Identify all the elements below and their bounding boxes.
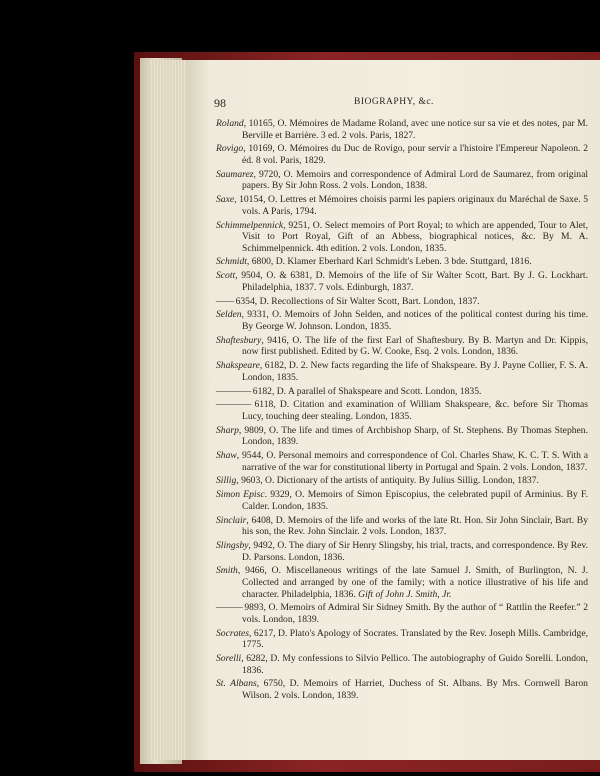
entry-subject: Schimmelpennick bbox=[216, 219, 284, 231]
entry-subject: Schmidt bbox=[216, 256, 247, 268]
bibliography-entry bbox=[216, 653, 588, 676]
entry-subject: Sorelli bbox=[216, 653, 242, 665]
entry-text: , 9603, O. Dictionary of the artists of antiquity. By Julius Sillig. London, 1837. bbox=[236, 475, 539, 487]
entry-subject: Scott bbox=[216, 270, 236, 282]
entry-subject: Sinclair bbox=[216, 514, 247, 526]
bibliography-entry bbox=[216, 270, 588, 293]
bibliography-entry bbox=[216, 360, 588, 383]
entry-subject: —— bbox=[216, 295, 234, 307]
entry-text: 6354, D. Recollections of Sir Walter Scott, Bart. London, 1837. bbox=[233, 295, 480, 307]
entry-text: . 9329, O. Memoirs of Simon Episcopius, the celebrated pupil of Arminius. By F. Calder. London, 1835. bbox=[242, 489, 588, 512]
entry-subject: Shaftesbury bbox=[216, 334, 262, 346]
entry-subject: ——— bbox=[216, 602, 242, 614]
bibliography-entry bbox=[216, 565, 588, 600]
entry-text: , 10165, O. Mémoires de Madame Roland, avec une notice sur sa vie et des notes, par M. Berville et Barrière. 3 ed. 2 vols. Paris, 1827. bbox=[242, 118, 588, 141]
bibliography-entry bbox=[216, 399, 588, 422]
entry-text: , 9544, O. Personal memoirs and correspondence of Col. Charles Shaw, K. C. T. S. With a narrative of the war for constitutional liberty in Portugal and Spain. 2 vols. London, 1837. bbox=[236, 450, 588, 473]
entry-text: , 6282, D. My confessions to Silvio Pellico. The autobiography of Guido Sorelli. London, 1836. bbox=[241, 653, 588, 676]
entry-text: , 9331, O. Memoirs of John Selden, and notices of the political contest during his time. By George W. Johnson. London, 1835. bbox=[241, 309, 588, 332]
entry-text: , 6182, D. 2. New facts regarding the life of Shakspeare. By J. Payne Collier, F. S. A. London, 1835. bbox=[242, 360, 588, 383]
entry-text: , 9492, O. The diary of Sir Henry Slingsby, his trial, tracts, and correspondence. By Rev. D. Parsons. London, 1836. bbox=[242, 539, 588, 563]
bibliography-entry bbox=[216, 143, 588, 166]
entry-text: , 9466, O. Miscellaneous writings of the late Samuel J. Smith, of Burlington, N. J. Collected and arranged by one of the family; with a notice illustrative of his life and character. Philadelphia, 1836. bbox=[237, 565, 588, 600]
bibliography-entry bbox=[216, 425, 588, 448]
running-head: BIOGRAPHY, &c. bbox=[354, 97, 434, 107]
bibliography-entry bbox=[216, 515, 588, 538]
entry-text: , 9720, O. Memoirs and correspondence of Admiral Lord de Saumarez, from original papers. By Sir John Ross. 2 vols. London, 1838. bbox=[242, 168, 588, 192]
bibliography-entry bbox=[216, 450, 588, 473]
entry-subject: Rovigo bbox=[216, 143, 244, 155]
entry-subject: Smith bbox=[216, 565, 238, 577]
entry-subject: Saxe bbox=[216, 194, 235, 206]
page-header bbox=[214, 96, 590, 110]
entry-subject: Shaw bbox=[216, 450, 237, 462]
entry-text: , 10154, O. Lettres et Mémoires choisis parmi les papiers originaux du Maréchal de Saxe. 5 vols. A Paris, 1794. bbox=[234, 194, 588, 217]
entry-list bbox=[216, 118, 588, 704]
entry-text: 6182, D. A parallel of Shakspeare and Scott. London, 1835. bbox=[250, 385, 482, 397]
bibliography-entry bbox=[216, 256, 588, 268]
entry-text: , 6750, D. Memoirs of Harriet, Duchess of St. Albans. By Mrs. Cornwell Baron Wilson. 2 vols. London, 1839. bbox=[242, 678, 588, 702]
bibliography-entry bbox=[216, 296, 588, 308]
bibliography-entry bbox=[216, 540, 588, 563]
entry-subject: Saumarez bbox=[216, 168, 254, 180]
book-page bbox=[186, 60, 600, 760]
bibliography-entry bbox=[216, 475, 588, 487]
entry-text: , 10169, O. Mémoires du Duc de Rovigo, pour servir a l'histoire l'Empereur Napoleon. 2 éd. 8 vol. Paris, 1829. bbox=[242, 143, 588, 166]
bibliography-entry bbox=[216, 220, 588, 255]
bibliography-entry bbox=[216, 194, 588, 217]
entry-subject: Simon Episc bbox=[216, 489, 265, 501]
bibliography-entry bbox=[216, 386, 588, 398]
entry-subject: Slingsby bbox=[216, 539, 249, 551]
entry-subject: Socrates bbox=[216, 627, 250, 639]
page-edges bbox=[150, 60, 190, 760]
entry-text: , 6408, D. Memoirs of the life and works of the late Rt. Hon. Sir John Sinclair, Bart. By his son, the Rev. John Sinclair. 2 vols. London, 1837. bbox=[242, 514, 588, 538]
entry-subject: Roland bbox=[216, 118, 244, 129]
bibliography-entry bbox=[216, 678, 588, 701]
entry-text: , 6217, D. Plato's Apology of Socrates. Translated by the Rev. Joseph Mills. Cambridge, 1775. bbox=[242, 627, 588, 651]
bibliography-entry bbox=[216, 602, 588, 625]
entry-text: 9893, O. Memoirs of Admiral Sir Sidney Smith. By the author of “ Rattlin the Reefer.” 2 vols. London, 1839. bbox=[241, 602, 588, 625]
entry-text: , 9416, O. The life of the first Earl of Shaftesbury. By B. Martyn and Dr. Kippis, now first published. Edited by G. W. Cooke, Esq. 2 vols. London, 1836. bbox=[242, 334, 588, 358]
bibliography-entry bbox=[216, 309, 588, 332]
bibliography-entry bbox=[216, 335, 588, 358]
entry-subject: Shakspeare bbox=[216, 360, 260, 372]
entry-text: , 9504, O. & 6381, D. Memoirs of the life of Sir Walter Scott, Bart. By J. G. Lockhart. Philadelphia, 1837. 7 vols. Edinburgh, 1837. bbox=[235, 270, 588, 293]
entry-subject: St. Albans bbox=[216, 678, 257, 690]
entry-text: , 9251, O. Select memoirs of Port Royal; to which are appended, Tour to Alet, Visit to Port Royal, Gift of an Abbess, biographical notices, &c. By M. A. Schimmelpennick. 4th edition. 2 vols. London, 1835. bbox=[242, 219, 588, 254]
entry-text: , 6800, D. Klamer Eberhard Karl Schmidt's Leben. 3 bde. Stuttgard, 1816. bbox=[246, 256, 532, 268]
bibliography-entry bbox=[216, 169, 588, 192]
page-number: 98 bbox=[214, 96, 226, 110]
entry-text: , 9809, O. The life and times of Archbishop Sharp, of St. Stephens. By Thomas Stephen. London, 1839. bbox=[238, 424, 588, 448]
entry-subject: ———— bbox=[216, 385, 251, 397]
bibliography-entry bbox=[216, 118, 588, 141]
entry-gift-note: Gift of John J. Smith, Jr. bbox=[358, 588, 452, 600]
entry-subject: Selden bbox=[216, 309, 242, 321]
entry-subject: Sharp bbox=[216, 424, 239, 436]
entry-text: 6118, D. Citation and examination of William Shakspeare, &c. before Sir Thomas Lucy, touching deer stealing. London, 1835. bbox=[242, 399, 588, 422]
bibliography-entry bbox=[216, 628, 588, 651]
entry-subject: ———— bbox=[216, 399, 251, 411]
entry-subject: Sillig bbox=[216, 475, 237, 487]
bibliography-entry bbox=[216, 489, 588, 512]
